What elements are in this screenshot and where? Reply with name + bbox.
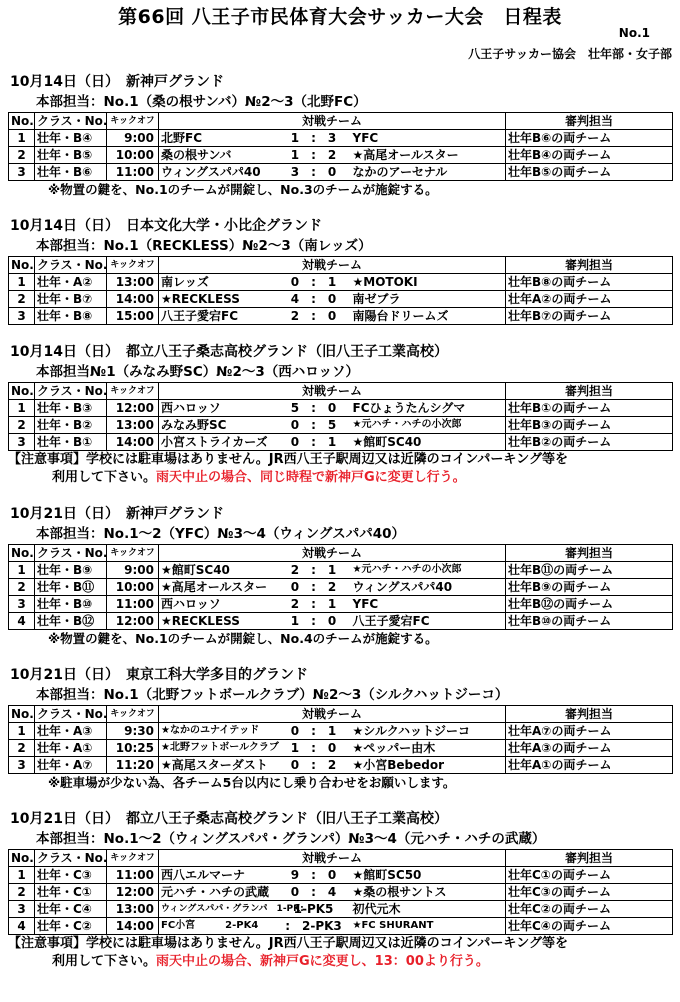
- away-team: ウィングスパパ40: [351, 579, 506, 596]
- header-referee: 審判担当: [506, 113, 673, 130]
- match-no: 2: [9, 579, 35, 596]
- caution-label: 【注意事項】: [8, 936, 87, 951]
- section-note: ※物置の鍵を、No.1のチームが開錠し、No.3のチームが施錠する。: [48, 182, 438, 197]
- duty-assignment: 本部担当：No.1（北野フットボールクラブ）№2～3（シルクハットジーコ）: [36, 687, 509, 703]
- table-row: [9, 434, 673, 451]
- home-team: 南レッズ: [159, 274, 277, 291]
- schedule-section: [8, 342, 672, 487]
- away-team: YFC: [351, 596, 506, 613]
- referee: 壮年B⑥の両チーム: [506, 130, 673, 147]
- class-no: 壮年・C①: [35, 884, 107, 901]
- header-class-no: クラス・No.: [35, 257, 107, 274]
- match-no: 1: [9, 562, 35, 579]
- header-kickoff: キックオフ: [107, 113, 159, 130]
- away-team: ★シルクハットジーコ: [351, 723, 506, 740]
- referee: 壮年A③の両チーム: [506, 740, 673, 757]
- header-referee: 審判担当: [506, 850, 673, 867]
- score: 9 : 0: [277, 867, 351, 884]
- match-no: 1: [9, 274, 35, 291]
- match-no: 2: [9, 417, 35, 434]
- section-heading: 10月14日（日） 新神戸グランド: [10, 74, 224, 90]
- schedule-table: [8, 544, 673, 630]
- table-row: [9, 596, 673, 613]
- home-team: ★なかのユナイテッド: [159, 723, 277, 740]
- header-match: 対戦チーム: [159, 113, 506, 130]
- class-no: 壮年・C③: [35, 867, 107, 884]
- table-header-row: [9, 113, 673, 130]
- home-team: ウィングスパパ40: [159, 164, 277, 181]
- header-no: No.: [9, 850, 35, 867]
- kickoff-time: 13:00: [107, 901, 159, 918]
- away-team: 八王子愛宕FC: [351, 613, 506, 630]
- referee: 壮年B③の両チーム: [506, 417, 673, 434]
- score: 1 : 3: [277, 130, 351, 147]
- header-kickoff: キックオフ: [107, 706, 159, 723]
- match-no: 3: [9, 901, 35, 918]
- section-heading: 10月21日（日） 東京工科大学多目的グランド: [10, 667, 308, 683]
- schedule-table: [8, 112, 673, 181]
- match-no: 1: [9, 723, 35, 740]
- score: 0 : 5: [277, 417, 351, 434]
- header-no: No.: [9, 383, 35, 400]
- schedule-table: [8, 382, 673, 451]
- kickoff-time: 12:00: [107, 884, 159, 901]
- score: : 2-PK3: [277, 918, 351, 935]
- table-row: [9, 901, 673, 918]
- table-row: [9, 579, 673, 596]
- header-class-no: クラス・No.: [35, 113, 107, 130]
- referee: 壮年A⑦の両チーム: [506, 723, 673, 740]
- section-note: ※物置の鍵を、No.1のチームが開錠し、No.4のチームが施錠する。: [48, 631, 438, 646]
- class-no: 壮年・B⑤: [35, 147, 107, 164]
- header-no: No.: [9, 545, 35, 562]
- kickoff-time: 13:00: [107, 274, 159, 291]
- schedule-section: [8, 72, 672, 199]
- section-note: ※駐車場が少ない為、各チーム5台以内にし乗り合わせをお願いします。: [48, 775, 456, 790]
- class-no: 壮年・B②: [35, 417, 107, 434]
- home-team: 八王子愛宕FC: [159, 308, 277, 325]
- header-class-no: クラス・No.: [35, 545, 107, 562]
- section-heading: 10月14日（日） 都立八王子桑志高校グランド（旧八王子工業高校）: [10, 344, 448, 360]
- kickoff-time: 14:00: [107, 291, 159, 308]
- class-no: 壮年・A①: [35, 740, 107, 757]
- score: 2 : 0: [277, 308, 351, 325]
- away-team: YFC: [351, 130, 506, 147]
- kickoff-time: 11:00: [107, 164, 159, 181]
- referee: 壮年C③の両チーム: [506, 884, 673, 901]
- away-team: ★館町SC50: [351, 867, 506, 884]
- table-header-row: [9, 257, 673, 274]
- score: 2 : 1: [277, 596, 351, 613]
- away-team: ★小宮Bebedor: [351, 757, 506, 774]
- home-team: 西ハロッソ: [159, 596, 277, 613]
- match-no: 1: [9, 400, 35, 417]
- table-row: [9, 274, 673, 291]
- rain-notice: 雨天中止の場合、新神戸Gに変更し、13：00より行う。: [156, 954, 489, 969]
- table-row: [9, 164, 673, 181]
- caution-note: [8, 451, 672, 487]
- header-kickoff: キックオフ: [107, 545, 159, 562]
- referee: 壮年A①の両チーム: [506, 757, 673, 774]
- class-no: 壮年・A③: [35, 723, 107, 740]
- duty-assignment: 本部担当：No.1（桑の根サンバ）№2～3（北野FC）: [36, 94, 367, 110]
- away-team: ★元ハチ・ハチの小次郎: [351, 562, 506, 579]
- caution-text: 利用して下さい。: [52, 470, 157, 485]
- home-team: ★北野フットボールクラブ: [159, 740, 277, 757]
- schedule-table: [8, 849, 673, 935]
- kickoff-time: 9:30: [107, 723, 159, 740]
- home-team: 北野FC: [159, 130, 277, 147]
- class-no: 壮年・B⑨: [35, 562, 107, 579]
- header-match: 対戦チーム: [159, 545, 506, 562]
- schedule-section: [8, 665, 672, 792]
- kickoff-time: 11:00: [107, 596, 159, 613]
- schedule-table: [8, 705, 673, 774]
- schedule-section: [8, 216, 672, 325]
- table-row: [9, 130, 673, 147]
- header-match: 対戦チーム: [159, 383, 506, 400]
- class-no: 壮年・B⑩: [35, 596, 107, 613]
- table-row: [9, 147, 673, 164]
- kickoff-time: 10:00: [107, 579, 159, 596]
- match-no: 3: [9, 164, 35, 181]
- away-team: ★ペッパー由木: [351, 740, 506, 757]
- table-header-row: [9, 706, 673, 723]
- header-no: No.: [9, 257, 35, 274]
- organizer: 八王子サッカー協会 壮年部・女子部: [468, 47, 672, 61]
- referee: 壮年B②の両チーム: [506, 434, 673, 451]
- header-kickoff: キックオフ: [107, 257, 159, 274]
- class-no: 壮年・A⑦: [35, 757, 107, 774]
- table-row: [9, 918, 673, 935]
- score: 0 : 1: [277, 274, 351, 291]
- section-heading: 10月14日（日） 日本文化大学・小比企グランド: [10, 218, 322, 234]
- duty-assignment: 本部担当：No.1～2（YFC）№3～4（ウィングスパパ40）: [36, 526, 405, 542]
- table-header-row: [9, 850, 673, 867]
- table-row: [9, 740, 673, 757]
- caution-text: 学校には駐車場はありません。JR西八王子駅周辺又は近隣のコインパーキング等を: [86, 452, 568, 467]
- page-title: 第66回 八王子市民体育大会サッカー大会 日程表: [118, 6, 562, 28]
- kickoff-time: 9:00: [107, 130, 159, 147]
- table-row: [9, 417, 673, 434]
- referee: 壮年B⑦の両チーム: [506, 308, 673, 325]
- score: 1 : 0: [277, 613, 351, 630]
- kickoff-time: 12:00: [107, 613, 159, 630]
- home-team: 西ハロッソ: [159, 400, 277, 417]
- kickoff-time: 14:00: [107, 434, 159, 451]
- section-heading: 10月21日（日） 都立八王子桑志高校グランド（旧八王子工業高校）: [10, 811, 448, 827]
- header-no: No.: [9, 113, 35, 130]
- class-no: 壮年・B④: [35, 130, 107, 147]
- referee: 壮年B⑨の両チーム: [506, 579, 673, 596]
- home-team: ★RECKLESS: [159, 291, 277, 308]
- match-no: 2: [9, 884, 35, 901]
- away-team: なかのアーセナル: [351, 164, 506, 181]
- match-no: 1: [9, 130, 35, 147]
- table-row: [9, 400, 673, 417]
- class-no: 壮年・B⑦: [35, 291, 107, 308]
- table-row: [9, 613, 673, 630]
- match-no: 3: [9, 308, 35, 325]
- home-team: FC小宮 2-PK4: [159, 918, 277, 935]
- caution-text: 利用して下さい。: [52, 954, 157, 969]
- kickoff-time: 10:25: [107, 740, 159, 757]
- referee: 壮年C①の両チーム: [506, 867, 673, 884]
- away-team: 南ゼブラ: [351, 291, 506, 308]
- match-no: 3: [9, 434, 35, 451]
- kickoff-time: 10:00: [107, 147, 159, 164]
- class-no: 壮年・B③: [35, 400, 107, 417]
- kickoff-time: 12:00: [107, 400, 159, 417]
- score: 0 : 4: [277, 884, 351, 901]
- match-no: 2: [9, 147, 35, 164]
- score: 0 : 1: [277, 434, 351, 451]
- duty-assignment: 本部担当№1（みなみ野SC）№2～3（西ハロッソ）: [36, 364, 360, 380]
- schedule-section: [8, 809, 672, 971]
- table-row: [9, 308, 673, 325]
- caution-note: [8, 935, 672, 971]
- caution-line: [52, 469, 672, 487]
- section-heading: 10月21日（日） 新神戸グランド: [10, 506, 224, 522]
- referee: 壮年C④の両チーム: [506, 918, 673, 935]
- referee: 壮年B④の両チーム: [506, 147, 673, 164]
- header-kickoff: キックオフ: [107, 383, 159, 400]
- home-team: 桑の根サンバ: [159, 147, 277, 164]
- away-team: 初代元木: [351, 901, 506, 918]
- home-team: ★高尾オールスター: [159, 579, 277, 596]
- home-team: みなみ野SC: [159, 417, 277, 434]
- referee: 壮年B⑧の両チーム: [506, 274, 673, 291]
- score: 0 : 2: [277, 757, 351, 774]
- score: 0 : 1: [277, 723, 351, 740]
- score: 2 : 1: [277, 562, 351, 579]
- table-row: [9, 757, 673, 774]
- table-row: [9, 884, 673, 901]
- header-class-no: クラス・No.: [35, 383, 107, 400]
- class-no: 壮年・A②: [35, 274, 107, 291]
- header-referee: 審判担当: [506, 545, 673, 562]
- away-team: ★桑の根サントス: [351, 884, 506, 901]
- match-no: 4: [9, 918, 35, 935]
- header-no: No.: [9, 706, 35, 723]
- table-header-row: [9, 545, 673, 562]
- header-referee: 審判担当: [506, 706, 673, 723]
- away-team: FCひょうたんシグマ: [351, 400, 506, 417]
- home-team: ウィングスパパ・グランパ 1-PK:: [159, 901, 277, 918]
- header-match: 対戦チーム: [159, 257, 506, 274]
- home-team: ★RECKLESS: [159, 613, 277, 630]
- match-no: 2: [9, 291, 35, 308]
- home-team: 元ハチ・ハチの武蔵: [159, 884, 277, 901]
- table-row: [9, 291, 673, 308]
- home-team: 西八エルマーナ: [159, 867, 277, 884]
- kickoff-time: 14:00: [107, 918, 159, 935]
- class-no: 壮年・B①: [35, 434, 107, 451]
- duty-assignment: 本部担当：No.1～2（ウィングスパパ・グランパ）№3～4（元ハチ・ハチの武蔵）: [36, 831, 546, 847]
- away-team: ★館町SC40: [351, 434, 506, 451]
- header-referee: 審判担当: [506, 257, 673, 274]
- home-team: ★高尾スターダスト: [159, 757, 277, 774]
- kickoff-time: 13:00: [107, 417, 159, 434]
- referee: 壮年B⑩の両チーム: [506, 613, 673, 630]
- away-team: 南陽台ドリームズ: [351, 308, 506, 325]
- header-match: 対戦チーム: [159, 706, 506, 723]
- class-no: 壮年・B⑥: [35, 164, 107, 181]
- header-class-no: クラス・No.: [35, 706, 107, 723]
- class-no: 壮年・B⑧: [35, 308, 107, 325]
- table-header-row: [9, 383, 673, 400]
- match-no: 1: [9, 867, 35, 884]
- match-no: 2: [9, 740, 35, 757]
- class-no: 壮年・B⑫: [35, 613, 107, 630]
- score: 4 : 0: [277, 291, 351, 308]
- schedule-sections: [8, 72, 672, 988]
- class-no: 壮年・B⑪: [35, 579, 107, 596]
- kickoff-time: 11:20: [107, 757, 159, 774]
- header-referee: 審判担当: [506, 383, 673, 400]
- away-team: ★FC SHURANT: [351, 918, 506, 935]
- caution-line: [8, 451, 672, 469]
- score: 5 : 0: [277, 400, 351, 417]
- score: 1 : 2: [277, 147, 351, 164]
- referee: 壮年B①の両チーム: [506, 400, 673, 417]
- match-no: 4: [9, 613, 35, 630]
- referee: 壮年B⑪の両チーム: [506, 562, 673, 579]
- away-team: ★高尾オールスター: [351, 147, 506, 164]
- caution-line: [52, 953, 672, 971]
- caution-label: 【注意事項】: [8, 452, 87, 467]
- referee: 壮年B⑤の両チーム: [506, 164, 673, 181]
- referee: 壮年B⑫の両チーム: [506, 596, 673, 613]
- rain-notice: 雨天中止の場合、同じ時程で新神戸Gに変更し行う。: [156, 470, 466, 485]
- table-row: [9, 723, 673, 740]
- score: 0 : 2: [277, 579, 351, 596]
- kickoff-time: 11:00: [107, 867, 159, 884]
- kickoff-time: 15:00: [107, 308, 159, 325]
- referee: 壮年A②の両チーム: [506, 291, 673, 308]
- score: 3 : 0: [277, 164, 351, 181]
- duty-assignment: 本部担当：No.1（RECKLESS）№2～3（南レッズ）: [36, 238, 372, 254]
- home-team: 小宮ストライカーズ: [159, 434, 277, 451]
- away-team: ★元ハチ・ハチの小次郎: [351, 417, 506, 434]
- class-no: 壮年・C④: [35, 901, 107, 918]
- caution-text: 学校には駐車場はありません。JR西八王子駅周辺又は近隣のコインパーキング等を: [86, 936, 568, 951]
- away-team: ★MOTOKI: [351, 274, 506, 291]
- caution-line: [8, 935, 672, 953]
- match-no: 3: [9, 596, 35, 613]
- table-row: [9, 867, 673, 884]
- home-team: ★館町SC40: [159, 562, 277, 579]
- document-number: No.1: [618, 26, 650, 40]
- table-row: [9, 562, 673, 579]
- schedule-table: [8, 256, 673, 325]
- score: 1-PK5: [277, 901, 351, 918]
- kickoff-time: 9:00: [107, 562, 159, 579]
- match-no: 3: [9, 757, 35, 774]
- schedule-section: [8, 504, 672, 648]
- class-no: 壮年・C②: [35, 918, 107, 935]
- header-kickoff: キックオフ: [107, 850, 159, 867]
- header-class-no: クラス・No.: [35, 850, 107, 867]
- header-match: 対戦チーム: [159, 850, 506, 867]
- referee: 壮年C②の両チーム: [506, 901, 673, 918]
- score: 1 : 0: [277, 740, 351, 757]
